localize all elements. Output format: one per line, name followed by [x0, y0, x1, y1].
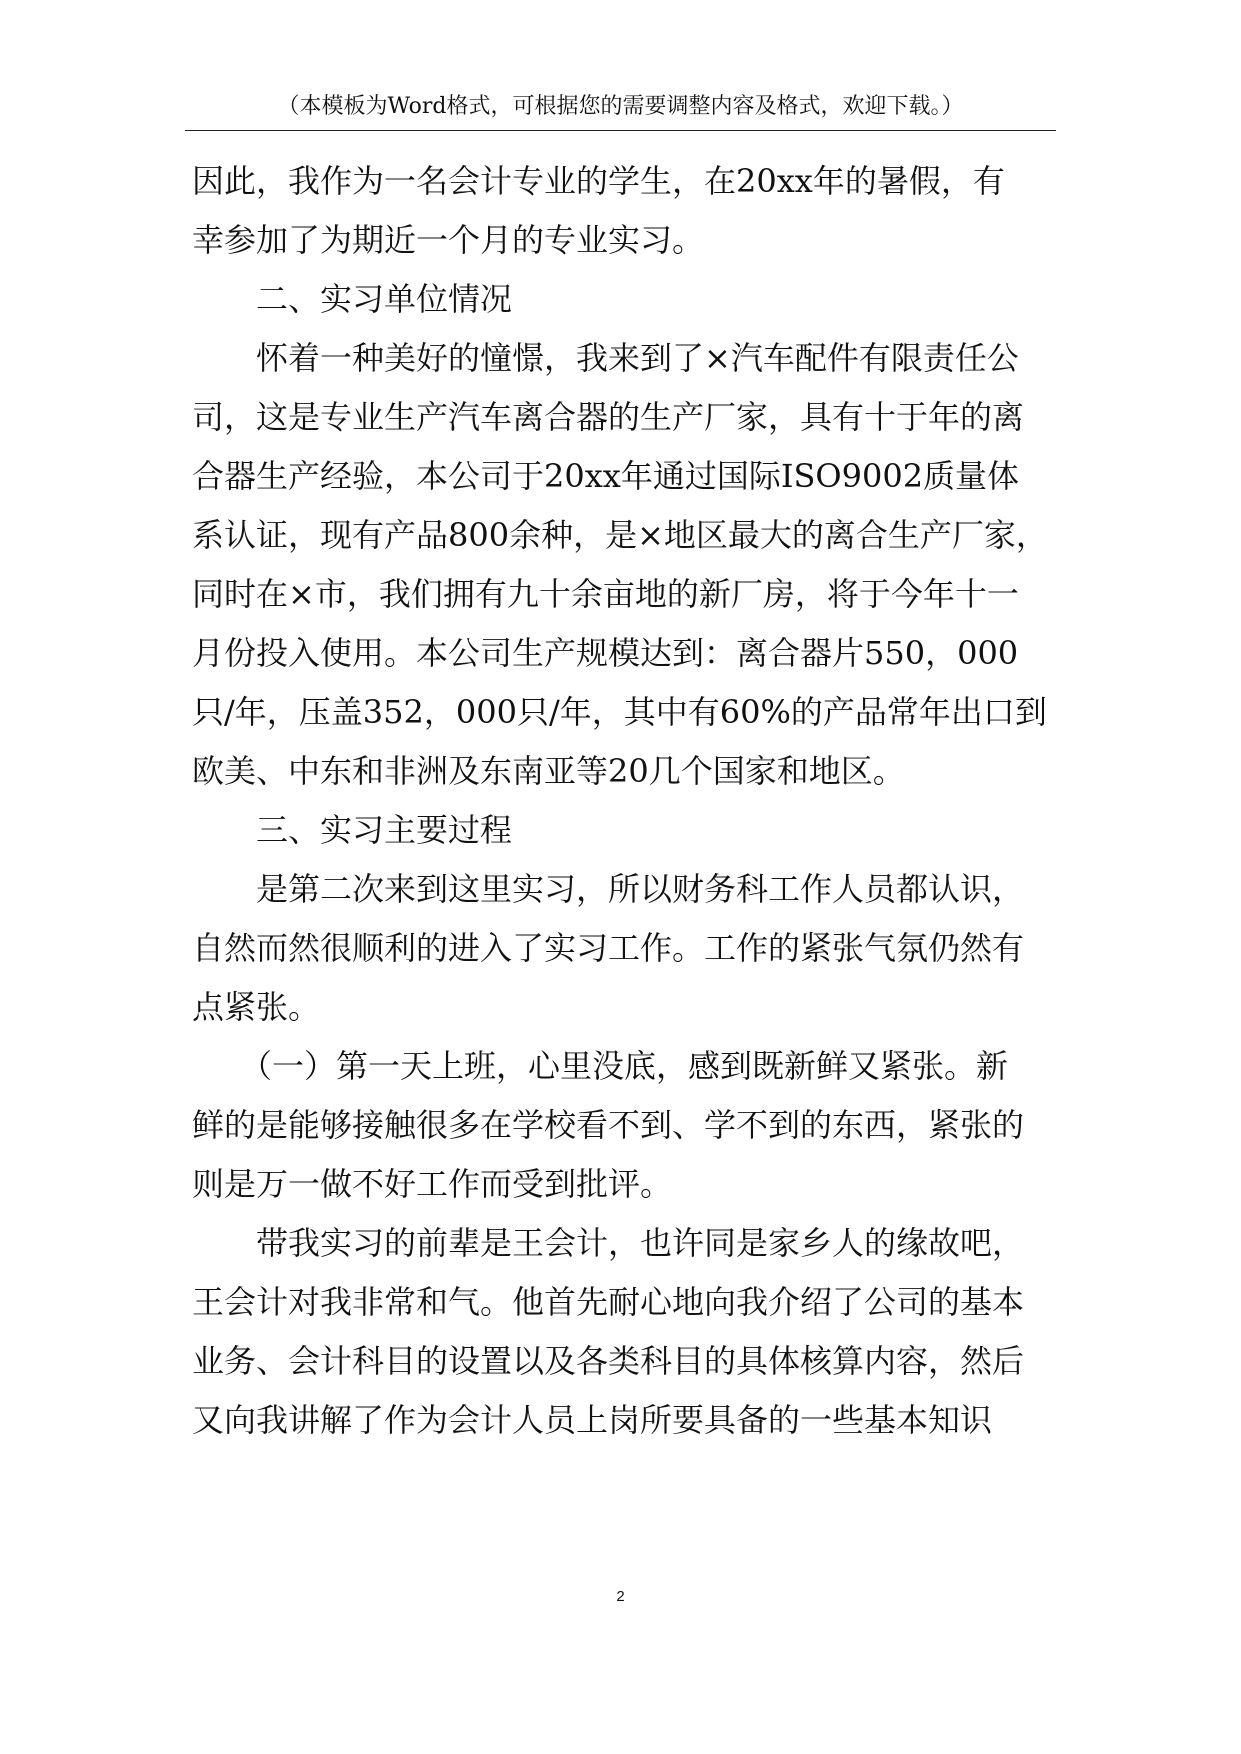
template-note-header: （本模板为Word格式，可根据您的需要调整内容及格式，欢迎下载。） [277, 94, 964, 119]
text-line: 同时在×市，我们拥有九十余亩地的新厂房，将于今年十一 [192, 575, 1019, 613]
section-heading: 三、实习主要过程 [192, 811, 513, 849]
text-line: 自然而然很顺利的进入了实习工作。工作的紧张气氛仍然有 [192, 929, 1025, 967]
text-line: （一）第一天上班，心里没底，感到既新鲜又紧张。新 [192, 1047, 1009, 1085]
page-number: 2 [616, 1588, 625, 1605]
text-line: 只/年，压盖352，000只/年，其中有60%的产品常年出口到 [192, 693, 1047, 731]
text-line: 幸参加了为期近一个月的专业实习。 [192, 221, 705, 259]
text-line: 因此，我作为一名会计专业的学生，在20xx年的暑假，有 [192, 162, 1005, 200]
text-line: 带我实习的前辈是王会计，也许同是家乡人的缘故吧， [192, 1224, 1025, 1262]
text-line: 欧美、中东和非洲及东南亚等20几个国家和地区。 [192, 752, 905, 790]
section-heading: 二、实习单位情况 [192, 280, 513, 318]
text-line: 王会计对我非常和气。他首先耐心地向我介绍了公司的基本 [192, 1283, 1025, 1321]
text-line: 鲜的是能够接触很多在学校看不到、学不到的东西，紧张的 [192, 1106, 1025, 1144]
text-line: 怀着一种美好的憧憬，我来到了×汽车配件有限责任公 [192, 339, 1019, 377]
text-line: 则是万一做不好工作而受到批评。 [192, 1165, 673, 1203]
text-line: 合器生产经验，本公司于20xx年通过国际ISO9002质量体 [192, 457, 1020, 495]
text-line: 系认证，现有产品800余种，是×地区最大的离合生产厂家， [192, 516, 1048, 554]
text-line: 月份投入使用。本公司生产规模达到：离合器片550，000 [192, 634, 1019, 672]
text-line: 又向我讲解了作为会计人员上岗所要具备的一些基本知识 [192, 1401, 993, 1439]
text-line: 是第二次来到这里实习，所以财务科工作人员都认识， [192, 870, 1025, 908]
document-body [192, 152, 1072, 1450]
header-divider [185, 130, 1056, 131]
text-line: 业务、会计科目的设置以及各类科目的具体核算内容，然后 [192, 1342, 1025, 1380]
text-line: 点紧张。 [192, 988, 321, 1026]
text-line: 司，这是专业生产汽车离合器的生产厂家，具有十于年的离 [192, 398, 1025, 436]
